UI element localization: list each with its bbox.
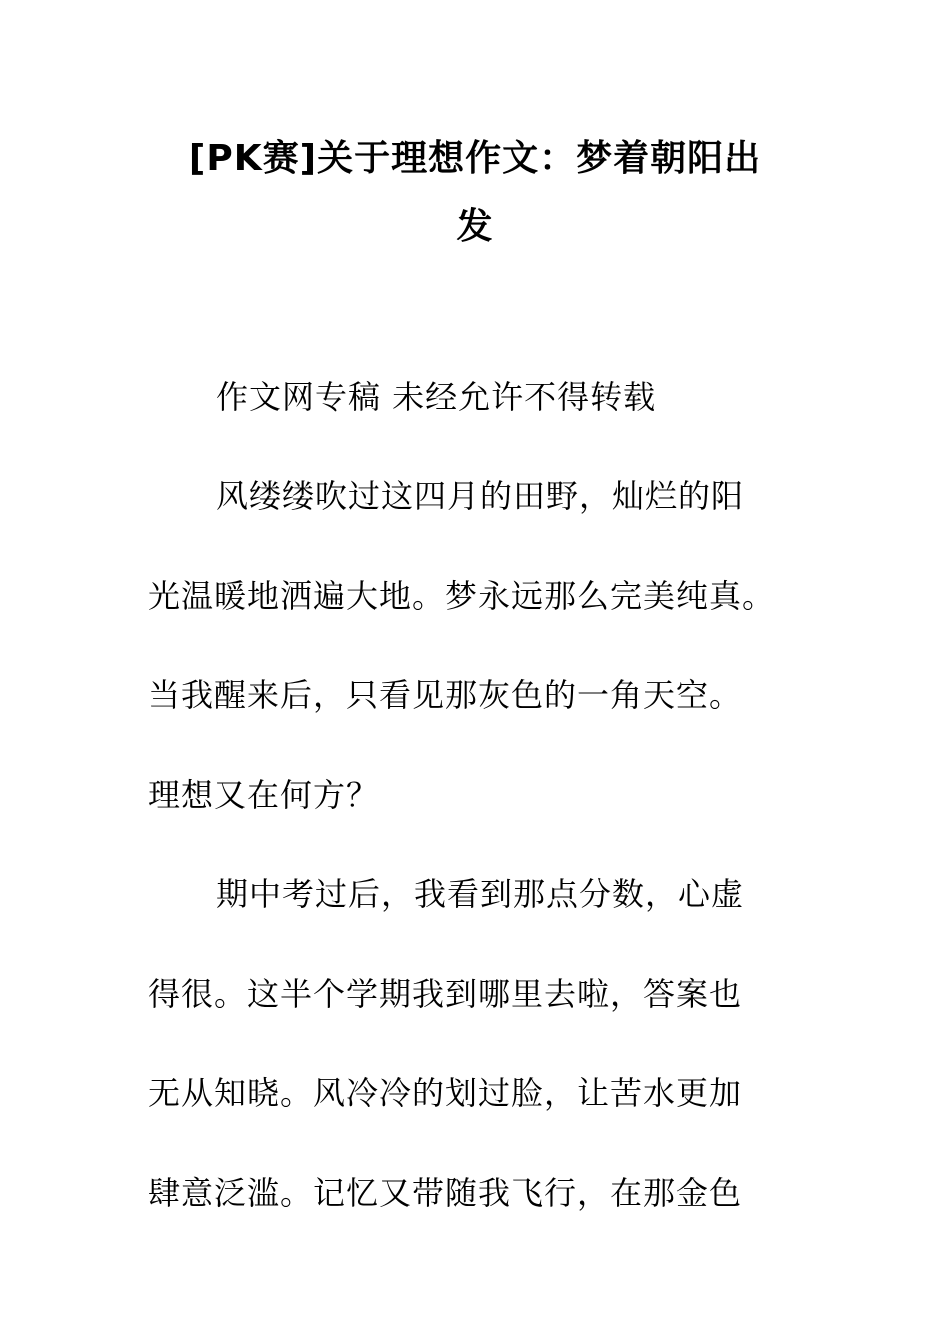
paragraph-1 (148, 447, 808, 845)
paragraph-2-line-3: 无从知晓。风冷冷的划过脸，让苦水更加 (148, 1074, 743, 1112)
title-line-2: 发 (456, 206, 494, 247)
paragraph-2 (148, 845, 808, 1243)
paragraph-1-line-3: 当我醒来后，只看见那灰色的一角天空。 (148, 676, 743, 714)
notice-paragraph (148, 348, 808, 448)
paragraph-2-line-2: 得很。这半个学期我到哪里去啦，答案也 (148, 974, 743, 1013)
paragraph-1-line-2: 光温暖地洒遍大地。梦永远那么完美纯真。 (148, 576, 776, 615)
title-line-1: [PK赛]关于理想作文：梦着朝阳出 (188, 138, 762, 179)
notice-text: 作文网专稿 未经允许不得转载 (216, 378, 657, 416)
paragraph-1-line-4: 理想又在何方？ (148, 775, 380, 814)
paragraph-1-line-1: 风缕缕吹过这四月的田野，灿烂的阳 (216, 477, 745, 515)
document-title (150, 125, 800, 261)
paragraph-2-line-4: 肆意泛滥。记忆又带随我飞行，在那金色 (148, 1173, 743, 1212)
paragraph-2-line-1: 期中考过后，我看到那点分数，心虚 (216, 875, 745, 913)
